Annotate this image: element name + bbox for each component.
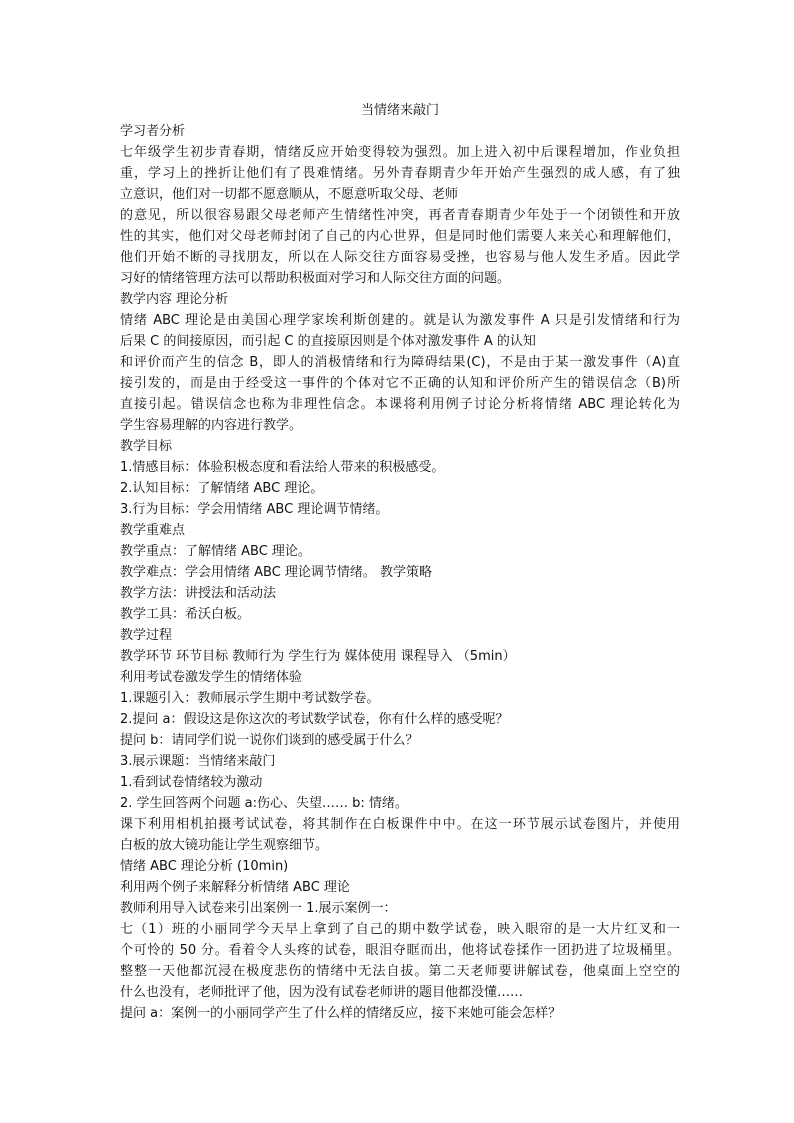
text-line: 教学重点：了解情绪 ABC 理论。 (120, 544, 311, 559)
text-line: 情绪 ABC 理论分析 (10min) (120, 859, 289, 874)
text-line: 提问 b：请同学们说一说你们谈到的感受属于什么？ (120, 733, 419, 748)
text-line: 利用考试卷激发学生的情绪体验 (120, 670, 303, 685)
text-line: 1.情感目标：体验积极态度和看法给人带来的积极感受。 (120, 460, 445, 475)
text-line: 后果 C 的间接原因，而引起 C 的直接原因则是个体对激发事件 A 的认知 (120, 334, 536, 349)
text-line: 课下利用相机拍摄考试试卷，将其制作在白板课件中中。在这一环节展示试卷图片，并使用 (120, 817, 680, 832)
text-line: 学生容易理解的内容进行教学。 (120, 418, 303, 433)
text-line: 他们开始不断的寻找朋友，所以在人际交往方面容易受挫，也容易与他人发生矛盾。因此学 (120, 250, 680, 265)
text-line: 接引发的，而是由于经受这一事件的个体对它不正确的认知和评价所产生的错误信念（B)所 (120, 376, 680, 391)
text-line: 白板的放大镜功能让学生观察细节。 (120, 838, 329, 853)
text-line: 利用两个例子来解释分析情绪 ABC 理论 (120, 880, 350, 895)
text-line: 的意见，所以很容易跟父母老师产生情绪性冲突，再者青春期青少年处于一个闭锁性和开放 (120, 208, 680, 223)
text-line: 教学内容 理论分析 (120, 292, 229, 307)
text-line: 七年级学生初步青春期，情绪反应开始变得较为强烈。加上进入初中后课程增加，作业负担 (120, 145, 680, 160)
text-line: 提问 a：案例一的小丽同学产生了什么样的情绪反应，接下来她可能会怎样？ (120, 1006, 562, 1021)
text-line: 教学难点：学会用情绪 ABC 理论调节情绪。 教学策略 (120, 565, 433, 580)
document-title: 当情绪来敲门 (360, 103, 439, 118)
text-line: 教学环节 环节目标 教师行为 学生行为 媒体使用 课程导入 （5min） (120, 649, 516, 664)
text-line: 学习者分析 (120, 124, 186, 139)
text-line: 1.课题引入：教师展示学生期中考试数学卷。 (120, 691, 380, 706)
text-line: 3.展示课题：当情绪来敲门 (120, 754, 276, 769)
text-line: 立意识，他们对一切都不愿意顺从，不愿意听取父母、老师 (120, 187, 459, 202)
text-line: 情绪 ABC 理论是由美国心理学家埃利斯创建的。就是认为激发事件 A 只是引发情绪和行为 (120, 313, 680, 328)
text-line: 习好的情绪管理方法可以帮助积极面对学习和人际交往方面的问题。 (120, 271, 511, 286)
text-line: 整整一天他都沉浸在极度悲伤的情绪中无法自拔。第二天老师要讲解试卷，他桌面上空空的 (120, 964, 680, 979)
text-line: 教学工具：希沃白板。 (120, 607, 251, 622)
text-line: 七（1）班的小丽同学今天早上拿到了自己的期中数学试卷，映入眼帘的是一大片红叉和一 (120, 922, 680, 937)
text-line: 3.行为目标：学会用情绪 ABC 理论调节情绪。 (120, 502, 389, 517)
text-line: 2. 学生回答两个问题 a:伤心、失望…… b: 情绪。 (120, 796, 408, 811)
text-line: 什么也没有，老师批评了他，因为没有试卷老师讲的题目他都没懂…… (120, 985, 524, 1000)
text-line: 直接引起。错误信念也称为非理性信念。本课将利用例子讨论分析将情绪 ABC 理论转化为 (120, 397, 680, 412)
text-line: 教学目标 (120, 439, 173, 454)
text-line: 1.看到试卷情绪较为激动 (120, 775, 263, 790)
text-line: 2.提问 a：假设这是你这次的考试数学试卷，你有什么样的感受呢？ (120, 712, 509, 727)
document-page (120, 100, 680, 1024)
text-line: 2.认知目标：了解情绪 ABC 理论。 (120, 481, 324, 496)
text-line: 教学重难点 (120, 523, 186, 538)
text-line: 性的其实，他们对父母老师封闭了自己的内心世界，但是同时他们需要人来关心和理解他们， (120, 229, 680, 244)
text-line: 和评价而产生的信念 B，即人的消极情绪和行为障碍结果(C)，不是由于某一激发事件（A)直 (120, 355, 680, 370)
text-line: 教师利用导入试卷来引出案例一 1.展示案例一： (120, 901, 397, 916)
text-line: 教学方法：讲授法和活动法 (120, 586, 277, 601)
text-line: 教学过程 (120, 628, 173, 643)
text-line: 个可怜的 50 分。看着令人头疼的试卷，眼泪夺眶而出，他将试卷揉作一团扔进了垃圾桶里。 (120, 943, 680, 958)
document-body (120, 121, 680, 1024)
text-line: 重，学习上的挫折让他们有了畏难情绪。另外青春期青少年开始产生强烈的成人感，有了独 (120, 166, 680, 181)
